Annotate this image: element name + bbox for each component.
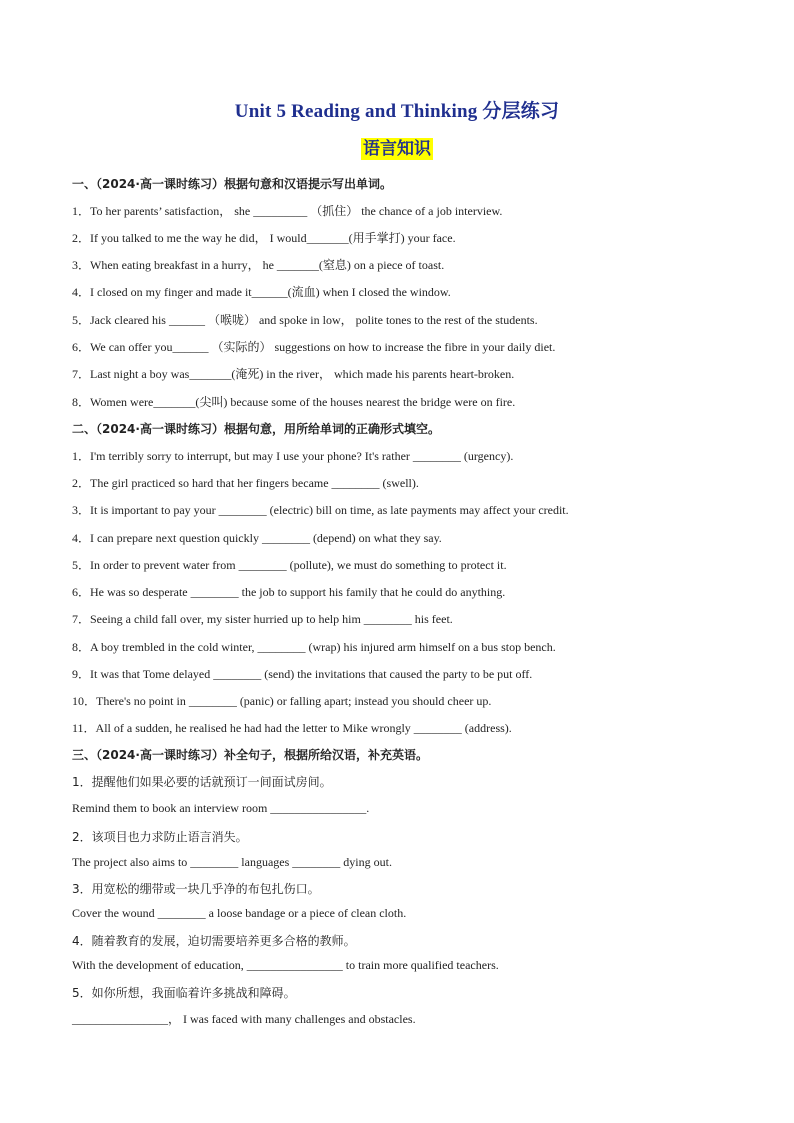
section3-item-4-chinese: 4．随着教育的发展，迫切需要培养更多合格的教师。 [72, 934, 356, 948]
section3-item-5-chinese: 5．如你所想，我面临着许多挑战和障碍。 [72, 986, 296, 1000]
page-title: Unit 5 Reading and Thinking 分层练习 [234, 101, 560, 122]
section1-item-7: 7．Last night a boy was_______(淹死) in the river， which made his parents heart-broken. [72, 367, 515, 381]
section1-heading: 一、（2024·高一课时练习）根据句意和汉语提示写出单词。 [72, 177, 392, 191]
section3-item-2-english: The project also aims to ________ languages ________ dying out. [72, 855, 392, 869]
section3-item-4-english: With the development of education, ________________ to train more qualified teachers. [72, 958, 499, 972]
section2-item-3: 3．It is important to pay your ________ (electric) bill on time, as late payments may affect your credit. [72, 503, 569, 517]
section-subtitle [0, 138, 794, 160]
section2-item-8: 8．A boy trembled in the cold winter, ________ (wrap) his injured arm himself on a bus stop bench. [72, 640, 556, 654]
section1-item-4: 4．I closed on my finger and made it______(流血) when I closed the window. [72, 285, 451, 299]
section1-item-3: 3．When eating breakfast in a hurry， he _______(窒息) on a piece of toast. [72, 258, 445, 272]
section2-item-11: 11．All of a sudden, he realised he had had the letter to Mike wrongly ________ (address). [72, 721, 512, 735]
section1-item-1: 1．To her parents’ satisfaction， she _________ （抓住） the chance of a job interview. [72, 204, 503, 218]
section3-item-5-english: ________________， I was faced with many challenges and obstacles. [72, 1012, 416, 1026]
section1-item-5: 5．Jack cleared his ______ （喉咙） and spoke in low， polite tones to the rest of the students. [72, 313, 538, 327]
section3-heading: 三、（2024·高一课时练习）补全句子，根据所给汉语，补充英语。 [72, 748, 428, 762]
section1-item-2: 2．If you talked to me the way he did， I would_______(用手掌打) your face. [72, 231, 456, 245]
section3-item-2-chinese: 2．该项目也力求防止语言消失。 [72, 830, 248, 844]
section1-item-8: 8．Women were_______(尖叫) because some of the houses nearest the bridge were on fire. [72, 395, 516, 409]
section2-item-10: 10．There's no point in ________ (panic) or falling apart; instead you should cheer up. [72, 694, 492, 708]
section2-item-1: 1．I'm terribly sorry to interrupt, but may I use your phone? It's rather ________ (urgency). [72, 449, 514, 463]
section3-item-1-chinese: 1．提醒他们如果必要的话就预订一间面试房间。 [72, 775, 332, 789]
section3-item-3-english: Cover the wound ________ a loose bandage or a piece of clean cloth. [72, 906, 407, 920]
section3-item-3-chinese: 3．用宽松的绷带或一块几乎净的布包扎伤口。 [72, 882, 320, 896]
section1-item-6: 6．We can offer you______ （实际的） suggestions on how to increase the fibre in your daily diet. [72, 340, 556, 354]
section2-item-9: 9．It was that Tome delayed ________ (send) the invitations that caused the party to be put off. [72, 667, 533, 681]
section3-item-1-english: Remind them to book an interview room ________________. [72, 801, 370, 815]
section2-item-6: 6．He was so desperate ________ the job to support his family that he could do anything. [72, 585, 506, 599]
subtitle-highlight: 语言知识 [363, 139, 431, 159]
section2-heading: 二、（2024·高一课时练习）根据句意，用所给单词的正确形式填空。 [72, 422, 440, 436]
section2-item-4: 4．I can prepare next question quickly ________ (depend) on what they say. [72, 531, 442, 545]
section2-item-7: 7．Seeing a child fall over, my sister hurried up to help him ________ his feet. [72, 612, 453, 626]
section2-item-2: 2．The girl practiced so hard that her fingers became ________ (swell). [72, 476, 419, 490]
section2-item-5: 5．In order to prevent water from ________ (pollute), we must do something to protect it. [72, 558, 507, 572]
